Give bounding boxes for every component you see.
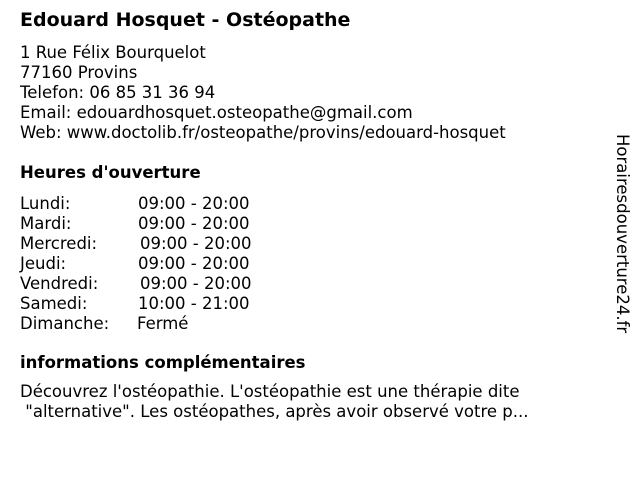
contact-block <box>20 43 506 143</box>
hours-row-samedi <box>20 294 280 314</box>
hours-time: 10:00 - 21:00 <box>138 294 250 313</box>
hours-day: Mercredi: <box>20 234 98 253</box>
info-description: Découvrez l'ostéopathie. L'ostéopathie est une thérapie dite "alternative". Les ostéopathes, après avoir observé votre p... <box>20 382 529 421</box>
hours-time: 09:00 - 20:00 <box>138 194 250 213</box>
hours-row-dimanche <box>20 314 280 334</box>
hours-time: 09:00 - 20:00 <box>140 274 252 293</box>
hours-day: Mardi: <box>20 214 72 233</box>
hours-day: Lundi: <box>20 194 71 213</box>
hours-row-lundi <box>20 194 280 214</box>
hours-row-vendredi <box>20 274 280 294</box>
hours-time: Fermé <box>137 314 189 333</box>
hours-time: 09:00 - 20:00 <box>140 234 252 253</box>
hours-table <box>20 194 280 334</box>
hours-day: Dimanche: <box>20 314 110 333</box>
phone-line: Telefon: 06 85 31 36 94 <box>20 83 216 102</box>
hours-row-jeudi <box>20 254 280 274</box>
hours-row-mercredi <box>20 234 280 254</box>
email-line: Email: edouardhosquet.osteopathe@gmail.com <box>20 103 413 122</box>
watermark-text: Horairesdouverture24.fr <box>613 134 632 334</box>
hours-row-mardi <box>20 214 280 234</box>
city-postal: 77160 Provins <box>20 63 138 82</box>
sidebar-watermark <box>612 134 632 344</box>
hours-day: Vendredi: <box>20 274 99 293</box>
hours-time: 09:00 - 20:00 <box>138 214 250 233</box>
business-name: Edouard Hosquet - Ostéopathe <box>20 9 351 31</box>
web-line: Web: www.doctolib.fr/osteopathe/provins/edouard-hosquet <box>20 123 506 142</box>
hours-day: Samedi: <box>20 294 88 313</box>
hours-day: Jeudi: <box>20 254 67 273</box>
street-address: 1 Rue Félix Bourquelot <box>20 43 206 62</box>
hours-heading: Heures d'ouverture <box>20 163 201 182</box>
hours-time: 09:00 - 20:00 <box>138 254 250 273</box>
info-heading: informations complémentaires <box>20 353 306 372</box>
